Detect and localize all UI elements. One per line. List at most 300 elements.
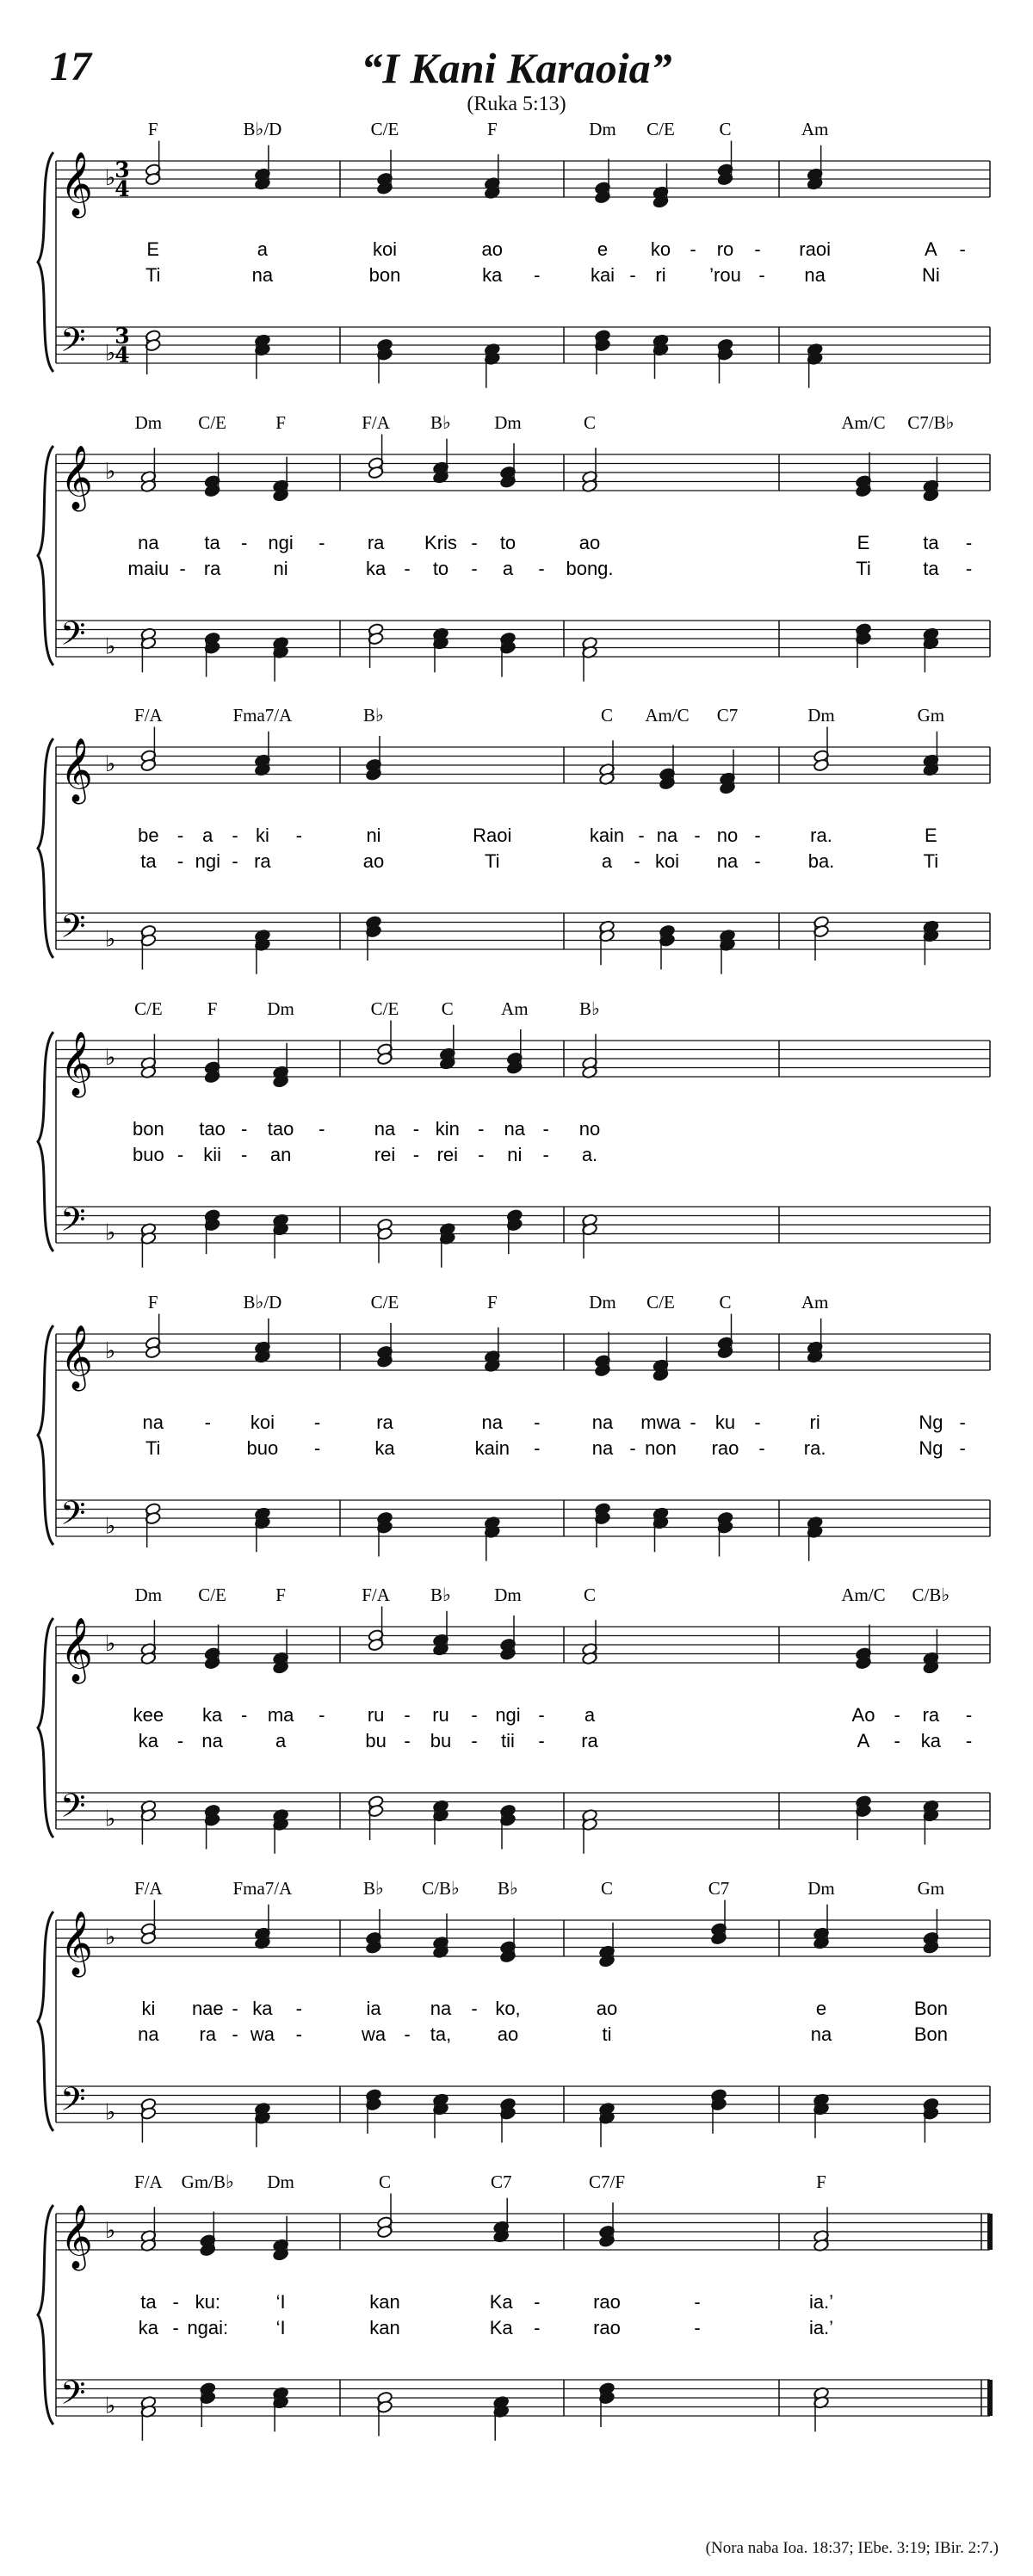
lyric-syllable: ka <box>365 558 387 579</box>
lyric-hyphen: - <box>754 825 761 846</box>
lyric-hyphen: - <box>534 2291 541 2313</box>
lyric-syllable: a <box>257 238 269 260</box>
treble-clef-icon: 𝄞 <box>60 2205 93 2269</box>
chord-symbol: C <box>441 998 454 1019</box>
lyric-hyphen: - <box>542 1144 549 1165</box>
flat-key-signature-icon: ♭ <box>105 1338 116 1364</box>
lyric-hyphen: - <box>965 532 973 553</box>
lyric-hyphen: - <box>959 238 966 260</box>
chord-symbol: F/A <box>134 2171 163 2192</box>
lyric-syllable: ngi <box>268 532 294 553</box>
lyric-hyphen: - <box>404 1704 411 1726</box>
bass-clef-icon: 𝄢 <box>60 906 86 954</box>
lyric-syllable: ra <box>199 2023 217 2045</box>
flat-key-signature-icon: ♭ <box>105 165 116 191</box>
chord-symbol: Dm <box>807 1878 835 1899</box>
lyric-hyphen: - <box>894 1704 900 1726</box>
lyric-syllable: ka <box>201 1704 223 1726</box>
flat-key-signature-icon: ♭ <box>105 2393 116 2419</box>
chord-symbol: Fma7/A <box>232 705 293 726</box>
lyric-syllable: a <box>202 825 213 846</box>
grand-staff-brace <box>38 152 53 372</box>
chord-symbol: Am <box>801 119 829 139</box>
lyric-hyphen: - <box>404 558 411 579</box>
lyric-syllable: Ti <box>485 850 500 872</box>
chord-symbol: C/E <box>134 998 163 1019</box>
lyric-hyphen: - <box>404 1730 411 1751</box>
system-5 <box>38 1292 990 1561</box>
chord-symbol: F/A <box>362 1585 390 1605</box>
lyric-hyphen: - <box>232 850 238 872</box>
chord-symbol: C <box>719 119 732 139</box>
lyric-hyphen: - <box>965 558 973 579</box>
lyric-syllable: Ng <box>919 1437 943 1459</box>
lyric-hyphen: - <box>534 2317 541 2338</box>
lyric-hyphen: - <box>542 1118 549 1140</box>
chord-symbol: C7 <box>490 2171 512 2192</box>
lyric-syllable: Ti <box>145 1437 161 1459</box>
chord-symbol: Fma7/A <box>232 1878 293 1899</box>
bass-clef-icon: 𝄢 <box>60 1786 86 1833</box>
lyric-hyphen: - <box>694 825 701 846</box>
lyric-syllable: e <box>597 238 609 260</box>
treble-clef-icon: 𝄞 <box>60 1618 93 1682</box>
chord-symbol: F <box>275 1585 286 1605</box>
lyric-hyphen: - <box>471 1704 478 1726</box>
lyric-hyphen: - <box>690 1412 696 1433</box>
lyric-syllable: kain <box>589 825 625 846</box>
chord-symbol: C <box>583 412 597 433</box>
lyric-syllable: E <box>925 825 937 846</box>
chord-symbol: C/E <box>198 412 226 433</box>
flat-key-signature-icon: ♭ <box>105 751 116 777</box>
footnote-references: (Nora naba Ioa. 18:37; IEbe. 3:19; IBir. 2:7.) <box>705 2539 999 2557</box>
lyric-hyphen: - <box>634 850 640 872</box>
lyric-syllable: ta <box>923 532 939 553</box>
lyric-syllable: be <box>138 825 159 846</box>
system-8 <box>38 2171 990 2441</box>
lyric-hyphen: - <box>965 1704 973 1726</box>
lyric-syllable: kain <box>474 1437 510 1459</box>
lyric-syllable: A <box>857 1730 870 1751</box>
lyric-hyphen: - <box>758 1437 765 1459</box>
lyric-syllable: Ka <box>489 2291 513 2313</box>
lyric-hyphen: - <box>412 1118 420 1140</box>
lyric-syllable: ’rou <box>709 264 741 286</box>
chord-symbol: C <box>583 1585 597 1605</box>
lyric-syllable: koi <box>372 238 398 260</box>
lyric-syllable: na <box>251 264 274 286</box>
lyric-syllable: na <box>374 1118 396 1140</box>
lyric-syllable: na <box>810 2023 832 2045</box>
lyric-hyphen: - <box>471 558 478 579</box>
lyric-syllable: ro <box>716 238 734 260</box>
lyric-hyphen: - <box>319 1118 325 1140</box>
lyric-syllable: to <box>499 532 516 553</box>
lyric-syllable: ka <box>374 1437 395 1459</box>
lyric-hyphen: - <box>313 1437 321 1459</box>
lyric-syllable: na <box>591 1412 614 1433</box>
system-3 <box>38 705 990 974</box>
lyric-syllable: ao <box>578 532 601 553</box>
chord-symbol: Dm <box>494 1585 522 1605</box>
lyric-hyphen: - <box>176 850 184 872</box>
lyric-syllable: bon <box>368 264 401 286</box>
lyric-syllable: kii <box>203 1144 221 1165</box>
lyric-syllable: Ti <box>145 264 161 286</box>
lyric-hyphen: - <box>534 1412 541 1433</box>
system-1 <box>38 119 990 388</box>
chord-symbol: F <box>486 119 498 139</box>
grand-staff-brace <box>38 446 53 665</box>
flat-key-signature-icon: ♭ <box>105 1924 116 1950</box>
lyric-syllable: an <box>269 1144 292 1165</box>
lyric-syllable: na <box>138 532 159 553</box>
flat-key-signature-icon: ♭ <box>105 1045 116 1071</box>
lyric-hyphen: - <box>478 1144 485 1165</box>
lyric-syllable: ta <box>140 2291 157 2313</box>
lyric-hyphen: - <box>538 1730 545 1751</box>
lyric-hyphen: - <box>412 1144 420 1165</box>
lyric-syllable: na <box>716 850 739 872</box>
lyric-hyphen: - <box>241 532 248 553</box>
lyric-syllable: ‘I <box>275 2291 286 2313</box>
chord-symbol: C <box>600 705 614 726</box>
lyric-syllable: koi <box>250 1412 275 1433</box>
chord-symbol: B♭/D <box>243 119 282 139</box>
lyric-hyphen: - <box>179 558 186 579</box>
lyric-syllable: bon <box>133 1118 164 1140</box>
lyric-hyphen: - <box>754 238 761 260</box>
lyric-syllable: ni <box>273 558 288 579</box>
lyric-hyphen: - <box>471 532 478 553</box>
chord-symbol: F <box>816 2171 826 2192</box>
lyric-hyphen: - <box>694 2291 701 2313</box>
lyric-syllable: ao <box>497 2023 519 2045</box>
time-signature-denominator: 4 <box>114 176 130 201</box>
chord-symbol: Am/C <box>645 705 690 726</box>
lyric-syllable: A <box>925 238 937 260</box>
lyric-syllable: ru <box>432 1704 449 1726</box>
chord-symbol: Dm <box>494 412 522 433</box>
lyric-syllable: Ka <box>489 2317 513 2338</box>
flat-key-signature-icon: ♭ <box>105 926 116 953</box>
lyric-syllable: ta <box>923 558 939 579</box>
lyric-syllable: Bon <box>913 2023 948 2045</box>
lyric-syllable: ku <box>714 1412 736 1433</box>
chord-symbol: B♭ <box>363 705 384 726</box>
chord-symbol: F <box>486 1292 498 1313</box>
lyric-syllable: ra. <box>803 1437 826 1459</box>
lyric-hyphen: - <box>232 1998 238 2019</box>
lyric-hyphen: - <box>538 1704 545 1726</box>
lyric-hyphen: - <box>538 558 545 579</box>
lyric-syllable: wa <box>250 2023 275 2045</box>
lyric-syllable: ka <box>252 1998 273 2019</box>
lyric-syllable: ao <box>596 1998 618 2019</box>
lyric-syllable: a <box>275 1730 287 1751</box>
treble-clef-icon: 𝄞 <box>60 1912 93 1975</box>
chord-symbol: Gm/B♭ <box>181 2171 234 2192</box>
lyric-hyphen: - <box>629 264 636 286</box>
chord-symbol: C7 <box>708 1878 730 1899</box>
lyric-syllable: tii <box>501 1730 515 1751</box>
flat-key-signature-icon: ♭ <box>105 2099 116 2126</box>
lyric-hyphen: - <box>959 1412 966 1433</box>
lyric-hyphen: - <box>176 825 184 846</box>
time-signature-denominator: 4 <box>114 343 130 368</box>
lyric-hyphen: - <box>894 1730 900 1751</box>
chord-symbol: C/E <box>198 1585 226 1605</box>
bass-clef-icon: 𝄢 <box>60 1493 86 1541</box>
lyric-syllable: ra <box>922 1704 940 1726</box>
lyric-hyphen: - <box>534 1437 541 1459</box>
lyric-syllable: koi <box>654 850 680 872</box>
lyric-hyphen: - <box>172 2317 179 2338</box>
lyric-hyphen: - <box>965 1730 973 1751</box>
lyric-syllable: ta, <box>430 2023 452 2045</box>
lyric-hyphen: - <box>638 825 645 846</box>
lyric-syllable: ko <box>650 238 671 260</box>
lyric-syllable: ba. <box>807 850 835 872</box>
chord-symbol: F <box>207 998 218 1019</box>
lyric-syllable: ni <box>507 1144 523 1165</box>
bass-clef-icon: 𝄢 <box>60 614 86 661</box>
chord-symbol: F <box>147 119 158 139</box>
lyric-hyphen: - <box>758 264 765 286</box>
lyric-hyphen: - <box>959 1437 966 1459</box>
lyric-syllable: rei <box>374 1144 396 1165</box>
lyric-hyphen: - <box>241 1118 248 1140</box>
lyric-hyphen: - <box>295 825 302 846</box>
lyric-syllable: Kris <box>424 532 457 553</box>
chord-symbol: F/A <box>362 412 390 433</box>
lyric-syllable: ia <box>366 1998 381 2019</box>
chord-symbol: B♭ <box>363 1878 384 1899</box>
treble-clef-icon: 𝄞 <box>60 1032 93 1096</box>
lyric-hyphen: - <box>629 1437 636 1459</box>
lyric-syllable: kan <box>369 2317 400 2338</box>
lyric-syllable: E <box>857 532 870 553</box>
lyric-syllable: ao <box>362 850 385 872</box>
lyric-syllable: ku: <box>195 2291 220 2313</box>
lyric-syllable: na <box>430 1998 452 2019</box>
lyric-hyphen: - <box>204 1412 211 1433</box>
chord-symbol: C7/F <box>588 2171 626 2192</box>
lyric-syllable: na <box>591 1437 614 1459</box>
lyric-hyphen: - <box>241 1144 248 1165</box>
lyric-syllable: wa <box>361 2023 387 2045</box>
lyric-syllable: ra <box>376 1412 393 1433</box>
lyric-syllable: a <box>502 558 514 579</box>
lyric-syllable: ao <box>481 238 504 260</box>
lyric-hyphen: - <box>176 1730 184 1751</box>
lyric-syllable: mwa <box>640 1412 681 1433</box>
flat-key-signature-icon: ♭ <box>105 2218 116 2244</box>
lyric-hyphen: - <box>471 1730 478 1751</box>
chord-symbol: Dm <box>589 1292 616 1313</box>
lyric-syllable: a <box>584 1704 596 1726</box>
lyric-syllable: rao <box>711 1437 739 1459</box>
flat-key-signature-icon: ♭ <box>105 1220 116 1246</box>
grand-staff-brace <box>38 1618 53 1838</box>
lyric-syllable: kin <box>435 1118 460 1140</box>
flat-key-signature-icon: ♭ <box>105 1806 116 1832</box>
lyric-syllable: ka <box>482 264 503 286</box>
lyric-syllable: ti <box>602 2023 612 2045</box>
lyric-syllable: na <box>656 825 678 846</box>
hymn-title: “I Kani Karaoia” <box>361 44 672 92</box>
lyric-syllable: ra <box>367 532 385 553</box>
chord-symbol: B♭ <box>579 998 600 1019</box>
chord-symbol: C7/B♭ <box>907 412 955 433</box>
chord-symbol: C/E <box>646 1292 675 1313</box>
chord-symbol: F/A <box>134 1878 163 1899</box>
flat-key-signature-icon: ♭ <box>105 633 116 660</box>
chord-symbol: C7 <box>716 705 739 726</box>
lyric-syllable: ki <box>141 1998 156 2019</box>
lyric-syllable: ngi <box>195 850 220 872</box>
lyric-syllable: bu <box>365 1730 387 1751</box>
chord-symbol: C/B♭ <box>912 1585 950 1605</box>
lyric-syllable: ngai: <box>187 2317 229 2338</box>
lyric-syllable: ri <box>655 264 666 286</box>
chord-symbol: Am/C <box>841 1585 886 1605</box>
lyric-syllable: no <box>578 1118 601 1140</box>
time-signature-numerator: 3 <box>114 158 130 182</box>
lyric-syllable: ‘I <box>275 2317 286 2338</box>
lyric-syllable: na <box>481 1412 504 1433</box>
chord-symbol: F <box>147 1292 158 1313</box>
lyric-syllable: na <box>138 2023 159 2045</box>
treble-clef-icon: 𝄞 <box>60 738 93 802</box>
chord-symbol: F/A <box>134 705 163 726</box>
lyric-hyphen: - <box>690 238 696 260</box>
chord-symbol: Dm <box>134 1585 163 1605</box>
lyric-syllable: na <box>504 1118 526 1140</box>
chord-symbol: C/E <box>370 998 399 1019</box>
lyric-syllable: ri <box>809 1412 820 1433</box>
lyric-syllable: a. <box>581 1144 598 1165</box>
chord-symbol: C/E <box>370 1292 399 1313</box>
lyric-syllable: Ao <box>851 1704 875 1726</box>
lyric-hyphen: - <box>754 850 761 872</box>
lyric-syllable: rao <box>593 2291 621 2313</box>
treble-clef-icon: 𝄞 <box>60 446 93 510</box>
chord-symbol: B♭ <box>498 1878 518 1899</box>
lyric-syllable: kan <box>369 2291 400 2313</box>
lyric-syllable: ru <box>367 1704 385 1726</box>
lyric-syllable: ta <box>140 850 157 872</box>
lyric-syllable: rei <box>436 1144 459 1165</box>
chord-symbol: B♭ <box>430 412 451 433</box>
lyric-syllable: ra <box>203 558 221 579</box>
chord-symbol: C <box>378 2171 392 2192</box>
lyric-syllable: ia.’ <box>808 2317 834 2338</box>
system-4 <box>38 998 990 1268</box>
lyric-syllable: na <box>804 264 826 286</box>
chord-symbol: Dm <box>134 412 163 433</box>
lyric-syllable: Ni <box>922 264 940 286</box>
lyric-syllable: kee <box>133 1704 164 1726</box>
chord-symbol: C <box>719 1292 732 1313</box>
chord-symbol: Am/C <box>841 412 886 433</box>
grand-staff-brace <box>38 2205 53 2425</box>
lyric-hyphen: - <box>232 825 238 846</box>
lyric-syllable: Raoi <box>473 825 512 846</box>
lyric-syllable: ka <box>920 1730 942 1751</box>
lyric-syllable: buo <box>133 1144 164 1165</box>
lyric-syllable: ra <box>254 850 271 872</box>
lyric-syllable: E <box>146 238 160 260</box>
chord-symbol: C/E <box>646 119 675 139</box>
chord-symbol: C/E <box>370 119 399 139</box>
lyric-hyphen: - <box>534 264 541 286</box>
lyric-syllable: ni <box>366 825 381 846</box>
chord-symbol: Gm <box>917 705 945 726</box>
chord-symbol: B♭/D <box>243 1292 282 1313</box>
lyric-hyphen: - <box>176 1144 184 1165</box>
lyric-syllable: ra <box>581 1730 598 1751</box>
lyric-syllable: tao <box>267 1118 294 1140</box>
lyric-syllable: na <box>201 1730 223 1751</box>
lyric-hyphen: - <box>295 1998 302 2019</box>
lyric-syllable: ka <box>138 1730 159 1751</box>
lyric-syllable: maiu <box>127 558 170 579</box>
chord-symbol: Dm <box>589 119 616 139</box>
lyric-syllable: buo <box>246 1437 279 1459</box>
chord-symbol: F <box>275 412 286 433</box>
chord-symbol: B♭ <box>430 1585 451 1605</box>
lyric-syllable: ko, <box>495 1998 521 2019</box>
lyric-syllable: no <box>716 825 739 846</box>
lyric-syllable: na <box>142 1412 164 1433</box>
lyric-syllable: non <box>645 1437 677 1459</box>
lyric-syllable: bong. <box>566 558 614 579</box>
lyric-syllable: bu <box>430 1730 452 1751</box>
hymn-number: 17 <box>50 44 91 90</box>
lyric-syllable: Ti <box>856 558 871 579</box>
bass-clef-icon: 𝄢 <box>60 320 86 368</box>
system-7 <box>38 1878 990 2147</box>
lyric-hyphen: - <box>754 1412 761 1433</box>
chord-symbol: Dm <box>267 2171 294 2192</box>
lyric-syllable: ra. <box>810 825 832 846</box>
lyric-syllable: kai <box>590 264 615 286</box>
lyric-syllable: ngi <box>495 1704 521 1726</box>
lyric-syllable: tao <box>199 1118 226 1140</box>
lyric-syllable: raoi <box>799 238 831 260</box>
lyric-hyphen: - <box>313 1412 321 1433</box>
treble-clef-icon: 𝄞 <box>60 152 93 216</box>
bass-clef-icon: 𝄢 <box>60 2373 86 2420</box>
lyric-syllable: Bon <box>913 1998 948 2019</box>
grand-staff-brace <box>38 1325 53 1545</box>
lyric-hyphen: - <box>319 532 325 553</box>
chord-symbol: Am <box>801 1292 829 1313</box>
lyric-hyphen: - <box>404 2023 411 2045</box>
chord-symbol: Gm <box>917 1878 945 1899</box>
lyric-syllable: ma <box>267 1704 294 1726</box>
flat-key-signature-icon: ♭ <box>105 1631 116 1657</box>
lyric-hyphen: - <box>319 1704 325 1726</box>
lyric-hyphen: - <box>471 1998 478 2019</box>
bass-clef-icon: 𝄢 <box>60 1200 86 1247</box>
lyric-syllable: Ti <box>923 850 939 872</box>
lyric-hyphen: - <box>232 2023 238 2045</box>
lyric-syllable: e <box>815 1998 827 2019</box>
lyric-hyphen: - <box>694 2317 701 2338</box>
